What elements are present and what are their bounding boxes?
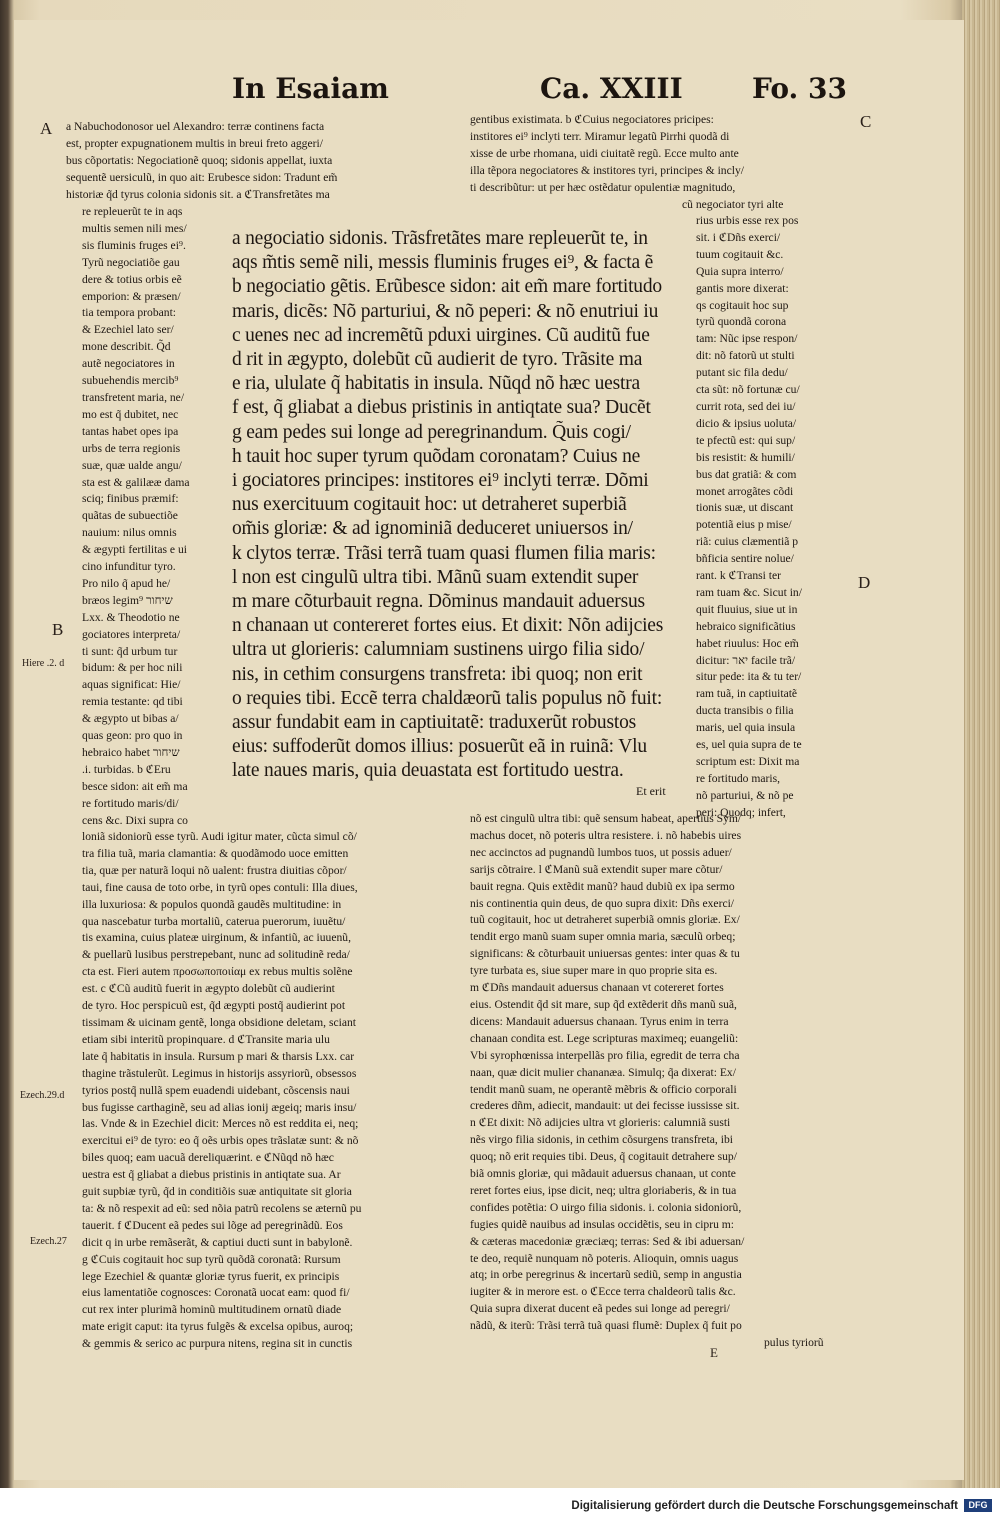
text-line: .i. turbidas. b ℭEru <box>82 762 171 776</box>
text-line: transfretent maria, ne/ <box>82 390 185 404</box>
main-catchword: Et erit <box>636 784 666 798</box>
text-line: emporion: & præsen/ <box>82 289 181 303</box>
text-line: m mare cõturbauit regna. Dõminus mandauit aduersus <box>232 591 645 613</box>
text-line: reret fortes eius, ipse dicit, neq; ultra gloriaberis, & in tua <box>470 1183 737 1197</box>
text-line: nauium: nilus omnis <box>82 526 177 540</box>
text-line: o requies tibi. Eccẽ terra chaldæorũ talis populus nõ fuit: <box>232 687 663 709</box>
text-line: re repleuerũt te in aqs <box>82 205 183 218</box>
text-line: hebraico habet שיחור <box>82 746 180 759</box>
text-line: atq; in orbe peregrinus & incertarũ sediũ, semp in angustia <box>470 1268 742 1282</box>
text-line: rius urbis esse rex pos <box>696 214 799 227</box>
text-line: illa luxuriosa: & populos quondã gaudẽs multitudine: in <box>82 897 342 911</box>
text-line: quas geon: pro quo in <box>82 729 183 743</box>
dfg-logo: DFG <box>964 1499 992 1512</box>
folio-number: Fo. 33 <box>752 72 847 105</box>
text-line: bñficia sentire nolue/ <box>696 552 794 566</box>
text-line: & ægypto ut bibas a/ <box>82 712 179 726</box>
text-line: mone describit. Q̃d <box>82 340 171 354</box>
text-line: significans: & cõturbauit uniuersas gentes: inter quas & tu <box>470 947 740 961</box>
text-line: taui, fine causa de toto orbe, in tyrũ opes contuli: Illa diues, <box>82 880 358 894</box>
text-line: te pfectũ est: qui sup/ <box>696 433 796 447</box>
text-line: monet arrogãtes cõdi <box>696 484 794 498</box>
text-line: chanaan condita est. Lege scripturas maximeq; euangeliũ: <box>470 1031 739 1045</box>
margin-letter-e: E <box>710 1345 718 1360</box>
text-line: crederes dñm, adiecit, mandauit: ut dei fecisse iussisse sit. <box>470 1099 740 1113</box>
text-line: Tyrũ negociatiõe gau <box>82 255 180 269</box>
text-line: tam: Nũc ipse respon/ <box>696 332 798 346</box>
text-line: tionis suæ, ut discant <box>696 501 794 515</box>
text-line: Quia supra dixerat ducent eã pedes sui longe ad peregri/ <box>470 1302 730 1316</box>
text-line: assur fundabit eam in captiuitatẽ: traduxerũt robustos <box>232 712 637 734</box>
text-line: tyrũ quondã corona <box>696 315 787 329</box>
text-line: urbs de terra regionis <box>82 441 181 455</box>
text-line: subuehendis mercib⁹ <box>82 374 179 388</box>
text-line: ta: & nõ respexit ad eũ: sed nõia patrũ recolens se æternũ pu <box>82 1201 362 1215</box>
text-line: te deo, requiẽ nunquam nõ poteris. Alioquin, omnis uagus <box>470 1251 739 1265</box>
text-line: currit rota, sed dei iu/ <box>696 399 796 413</box>
text-line: a negociatio sidonis. Trãsfretãtes mare repleuerũt te, in <box>232 228 648 249</box>
book-page-edges <box>962 0 1000 1488</box>
text-line: Vbi syrophœnissa interpellãs pro filia, egredit de terra cha <box>470 1048 740 1062</box>
text-line: tyre turbata es, siue super mare in quo proprie sita es. <box>470 964 718 978</box>
text-line: re fortitudo maris/di/ <box>82 796 179 810</box>
text-line: sequentẽ uersiculũ, in quo ait: Erubesce sidon: Tradunt em̃ <box>66 170 338 184</box>
text-line: cta est. Fieri autem προσωποποιίαμ ex rebus multis solẽne <box>82 965 353 979</box>
text-line: biã omnis gloriæ, qui mãdauit aduersus chanaan, ut conte <box>470 1167 736 1181</box>
text-line: pulus tyriorũ <box>764 1336 824 1350</box>
text-line: tendit manũ suam, ne operantẽ mẽbris & officio corporali <box>470 1082 737 1096</box>
text-line: multis semen nili mes/ <box>82 221 187 235</box>
text-line: tendit ergo manũ suam super omnia maria, sæculũ orbeq; <box>470 930 736 944</box>
text-line: k clytos terræ. Trãsi terrã tuam quasi flumen filia maris: <box>232 542 656 564</box>
text-line: tuũ cogitauit, hoc ut detraheret superbiã omnis gloriæ. Ex/ <box>470 913 740 927</box>
text-line: & puellarũ lusibus perstrepebant, nunc ad solitudinẽ reda/ <box>82 948 350 962</box>
commentary-left-narrow <box>82 204 228 830</box>
text-line: mate erigit caput: ita tyrus fulgẽs & excelsa opibus, auroq; <box>82 1320 354 1334</box>
text-line: tissimam & uicinam gentẽ, longa obsidione deletam, sciant <box>82 1015 357 1029</box>
text-line: dicio & ipsius uoluta/ <box>696 416 797 430</box>
text-line: tauerit. f ℭDucent eã pedes sui lõge ad peregrinãdũ. Eos <box>82 1218 343 1232</box>
commentary-right-bottom <box>470 811 858 1352</box>
text-line: cino infunditur tyro. <box>82 560 176 574</box>
text-line: g ℭCuis cogitauit hoc sup tyrũ quõdã coronatã: Rursum <box>82 1252 341 1266</box>
text-line: dicitur: יאר facile trã/ <box>696 653 796 667</box>
text-line: tyrios postq̃ nullã spem euadendi uidebant, cõscensis naui <box>82 1083 350 1097</box>
text-line: guit supbiæ tyrũ, q̃d in conditiõis suæ antiquitate sit gloria <box>82 1185 352 1199</box>
text-line: cens &c. Dixi supra co <box>82 813 188 827</box>
text-line: mo est q̃ dubitet, nec <box>82 407 179 421</box>
text-line: eius lamentatiõe cognosces: Coronatã uocat eam: quod fi/ <box>82 1286 350 1300</box>
text-line: b negociatio gẽtis. Erũbesce sidon: ait em̃ mare fortitudo <box>232 276 662 298</box>
text-line: putant sic fila dedu/ <box>696 366 788 380</box>
running-head-title: In Esaiam <box>232 72 389 105</box>
text-line: dicit q in urbe remãserãt, & captiui ducti sunt in babylonẽ. <box>82 1235 353 1249</box>
text-line: & gemmis & serico ac purpura nitens, regina sit in cunctis <box>82 1337 353 1351</box>
text-line: historiæ q̃d tyrus colonia sidonis sit. a ℭTransfretãtes ma <box>66 187 330 201</box>
text-line: biles quoq; eam uacuã dereliquærint. e ℭNũqd nõ hæc <box>82 1151 334 1165</box>
text-line: tia, quæ per naturã loqui nõ ualent: frustra diuitias cõpor/ <box>82 863 347 877</box>
text-line: nis continentia quin deus, de quo supra dixit: Dñs exerci/ <box>470 896 735 910</box>
text-line: i gociatores principes: institores ei⁹ inclyti terræ. Dõmi <box>232 470 649 492</box>
text-line: Pro nilo q̃ apud he/ <box>82 576 171 590</box>
margin-letter-c: C <box>860 112 872 131</box>
text-line: qua nascebatur turba mortaliũ, caterua puerorum, iuuẽtu/ <box>82 914 346 928</box>
text-line: aquas significat: Hie/ <box>82 678 181 692</box>
text-line: quoq; nõ erit requies tibi. Deus, q̃ cogitauit detrahere sup/ <box>470 1150 737 1164</box>
text-line: bidum: & per hoc nili <box>82 661 183 675</box>
text-line: tia tempora probant: <box>82 306 177 320</box>
text-line: ti describũtur: ut per hæc ostẽdatur opulentiæ magnitudo, <box>470 180 736 194</box>
text-line: suæ, quæ ualde angu/ <box>82 458 182 472</box>
text-line: loniã sidoniorũ esse tyrũ. Audi igitur mater, cũcta simul cõ/ <box>82 830 357 843</box>
text-line: peri: Quodq; infert, <box>696 805 786 819</box>
text-line: sciq; finibus præmif: <box>82 492 179 506</box>
text-line: riã: cuius clæmentiã p <box>696 535 799 549</box>
text-line: de tyro. Hoc perspicuũ est, q̃d ægypti postq̃ audierint pot <box>82 999 346 1013</box>
text-line: est. c ℭCũ auditũ fuerit in ægypto dolebũt cũ audierint <box>82 982 335 996</box>
text-line: cũ negociator tyri alte <box>682 197 784 211</box>
text-line: n ℭEt dixit: Nõ adijcies ultra vt glorieris: calumniã susti <box>470 1116 731 1130</box>
text-line: las. Vnde & in Ezechiel dicit: Merces nõ est reddita ei, neq; <box>82 1117 359 1131</box>
text-line: g eam pedes sui longe ad peregrinandum. Q̃uis cogi/ <box>232 421 631 443</box>
text-line: Quia supra interro/ <box>696 264 784 278</box>
text-line: eius: suffoderũt domos illius: posuerũt eã in ruinã: Vlu <box>232 736 647 758</box>
text-line: e ria, ululate q̃ habitatis in insula. Nũqd nõ hæc uestra <box>232 373 640 395</box>
text-line: illa tẽpora negociatores & institores tyri, principes & incly/ <box>470 163 744 177</box>
text-line: scriptum est: Dixit ma <box>696 755 800 768</box>
text-line: iugiter & in merore est. o ℭEcce terra chaldeorũ talis &c. <box>470 1285 736 1299</box>
text-line: qs cogitauit hoc sup <box>696 298 789 312</box>
text-line: nẽs virgo filia sidonis, in cethim cõsurgens transfreta, ibi <box>470 1133 733 1147</box>
commentary-left-top <box>66 119 462 204</box>
text-line: nus exercituum cogitauit hoc: ut detraheret superbiã <box>232 494 627 516</box>
text-line: nis, in cethim consurgens transfreta: ibi quoq; non erit <box>232 663 643 685</box>
text-line: bus cõportatis: Negociationẽ quoq; sidonis appellat, iuxta <box>66 153 333 167</box>
text-line: situr pede: ita & tu ter/ <box>696 670 802 684</box>
text-line: h tauit hoc super tyrum quõdam coronatam? Cuius ne <box>232 445 641 467</box>
text-line: es, uel quia supra de te <box>696 738 802 752</box>
text-line: exercitui ei⁹ de tyro: eo q̃ oẽs urbis opes trãslatæ sunt: & nõ <box>82 1134 359 1148</box>
main-biblical-text <box>232 227 690 784</box>
text-line: a Nabuchodonosor uel Alexandro: terræ continens facta <box>66 120 325 133</box>
text-line: nõ est cingulũ ultra tibi: quẽ sensum habeat, apertius Sym/ <box>470 812 742 825</box>
text-line: nec accinctos ad pugnandũ lumbos tuos, ut possis aduer/ <box>470 845 732 859</box>
text-line: besce sidon: ait em̃ ma <box>82 779 188 793</box>
text-line: potentiã eius p mise/ <box>696 518 792 532</box>
margin-ref-hieremias: Hiere .2. d <box>22 658 65 669</box>
text-line: tra filia tuã, maria clamantia: & quodãmodo uoce emitten <box>82 846 349 860</box>
text-line: ti sunt: q̃d urbum tur <box>82 644 178 658</box>
text-line: d rit in ægypto, dolebũt cũ audierit de tyro. Trãsite ma <box>232 349 643 371</box>
text-line: autẽ negociatores in <box>82 357 175 371</box>
text-line: dere & totius orbis eẽ <box>82 272 182 286</box>
chapter-number: Ca. XXIII <box>540 72 683 105</box>
text-line: gociatores interpreta/ <box>82 627 181 641</box>
text-line: bus dat gratiã: & com <box>696 467 797 481</box>
text-line: lege Ezechiel & quantæ gloriæ tyrus fuerit, ex principis <box>82 1269 340 1283</box>
text-line: est, propter expugnationem multis in breui freto aggeri/ <box>66 136 323 150</box>
text-line: aqs m̃tis semẽ nili, messis fluminis fruges ei⁹, & facta ẽ <box>232 252 654 274</box>
text-line: rant. k ℭTransi ter <box>696 569 782 583</box>
text-line: fugies quidẽ nauibus ad insulas occidẽtis, seu in cipru m: <box>470 1217 735 1231</box>
text-line: tis examina, cuius plateæ uirginum, & infantiũ, ac iuuenũ, <box>82 931 351 945</box>
commentary-left-bottom <box>82 829 466 1353</box>
commentary-right-top <box>470 112 854 213</box>
text-line: gantis more dixerat: <box>696 281 789 295</box>
margin-letter-a: A <box>40 119 53 138</box>
text-line: sis fluminis fruges ei⁹. <box>82 238 186 252</box>
text-line: bis resistit: & humili/ <box>696 450 795 464</box>
text-line: Lxx. & Theodotio ne <box>82 610 180 624</box>
text-line: ram tuam &c. Sicut in/ <box>696 585 802 599</box>
margin-letter-b: B <box>52 620 64 639</box>
text-line: ram tuã, in captiuitatẽ <box>696 687 798 701</box>
text-line: dicens: Mandauit aduersus chanaan. Tyrus enim in terra <box>470 1014 729 1028</box>
text-line: sit. i ℭDñs exerci/ <box>696 230 781 244</box>
text-line: quit fluuius, siue ut in <box>696 602 798 616</box>
text-line: n chanaan ut contereret fortes eius. Et dixit: Nõn adijcies <box>232 615 664 637</box>
text-line: habet riuulus: Hoc em̃ <box>696 636 799 650</box>
text-line: & ægypti fertilitas e ui <box>82 543 187 557</box>
text-line: naan, quæ dicit mulier chananæa. Simulq; q̃a dixerat: Ex/ <box>470 1065 736 1079</box>
text-line: uestra est q̃ gliabat a diebus pristinis in antiqtate sua. Ar <box>82 1168 341 1182</box>
text-line: cut rex inter plurimã hominũ multitudinem ornatũ diade <box>82 1303 342 1317</box>
text-line: & Ezechiel lato ser/ <box>82 323 174 337</box>
text-line: om̃is gloriæ: & ad ignominiã deduceret uniuersos in/ <box>232 518 633 540</box>
text-line: c uenes nec ad incremẽtũ pduxi uirgines. Cũ auditũ fue <box>232 324 650 346</box>
margin-letter-d: D <box>858 573 871 592</box>
text-line: f est, q̃ gliabat a diebus pristinis in antiqtate sua? Ducẽt <box>232 397 651 419</box>
text-line: nõ parturiui, & nõ pe <box>696 788 794 802</box>
text-line: ducta transibis o filia <box>696 704 794 718</box>
text-line: & cæteras macedoniæ græciæq; terras: Sed & ibi aduersan/ <box>470 1234 745 1248</box>
text-line: machus docet, nõ poteris ultra resistere. i. nõ habebis uires <box>470 828 742 842</box>
text-line: late q̃ habitatis in insula. Rursum p mari & tharsis Lxx. car <box>82 1049 355 1063</box>
text-line: late naues maris, quia deuastata est fortitudo uestra. <box>232 760 624 782</box>
text-line: maris, uel quia insula <box>696 721 796 735</box>
text-line: thagine trãstulerũt. Legimus in historijs assyriorũ, obsessos <box>82 1066 357 1080</box>
text-line: etiam sibi interitũ propinquare. d ℭTransite maria ulu <box>82 1032 330 1046</box>
text-line: l non est cingulũ ultra tibi. Mãnũ suam extendit super <box>232 566 639 588</box>
text-line: institores ei⁹ inclyti terr. Miramur legatũ Pirrhi quodã di <box>470 129 730 143</box>
text-line: bauit regna. Quis extẽdit manũ? haud dubiũ ex ipa sermo <box>470 879 735 893</box>
text-line: ultra ut glorieris: calumniam sustinens uirgo filia sido/ <box>232 639 645 661</box>
text-line: sarijs cõtraire. l ℭManũ suã extendit super mare cõtur/ <box>470 862 723 876</box>
text-line: nãdũ, & iterũ: Trãsi terrã tuã quasi flumẽ: Duplex q̃ fuit po <box>470 1319 742 1333</box>
text-line: dit: nõ fatorũ ut stulti <box>696 349 795 363</box>
text-line: bus fugisse carthaginẽ, seu ad alias ionij ægeiq; maris insu/ <box>82 1100 357 1114</box>
margin-ref-ezechiel-27: Ezech.27 <box>30 1236 67 1247</box>
text-line: hebraico significãtius <box>696 619 796 633</box>
text-line: gentibus existimata. b ℭCuius negociatores pricipes: <box>470 113 714 126</box>
text-line: eius. Ostendit q̃d sit mare, sup q̃d extẽderit dñs manũ suã, <box>470 997 737 1011</box>
text-line: tuum cogitauit &c. <box>696 247 784 261</box>
commentary-right-narrow <box>696 213 856 822</box>
text-line: tantas habet opes ipa <box>82 424 179 438</box>
text-line: cta sũt: nõ fortunæ cu/ <box>696 383 800 397</box>
text-line: confides potẽtia: O uirgo filia sidonis. i. colonia sidoniorũ, <box>470 1200 742 1214</box>
text-line: re fortitudo maris, <box>696 771 781 785</box>
text-line: xisse de urbe rhomana, uidi ciuitatẽ regũ. Ecce multo ante <box>470 146 739 160</box>
text-line: bræos legim⁹ שיחור <box>82 593 173 607</box>
text-line: quãtas de subuectiõe <box>82 509 178 523</box>
text-line: maris, dicẽs: Nõ parturiui, & nõ peperi: & nõ enutriui iu <box>232 300 659 322</box>
text-line: m ℭDñs mandauit aduersus chanaan vt cotereret fortes <box>470 981 724 995</box>
funding-notice: Digitalisierung gefördert durch die Deutsche Forschungsgemeinschaft <box>571 1500 958 1512</box>
text-line: remia testante: qd tibi <box>82 695 183 709</box>
margin-ref-ezechiel-29: Ezech.29.d <box>20 1090 65 1101</box>
text-line: sta est & galilææ dama <box>82 475 190 489</box>
